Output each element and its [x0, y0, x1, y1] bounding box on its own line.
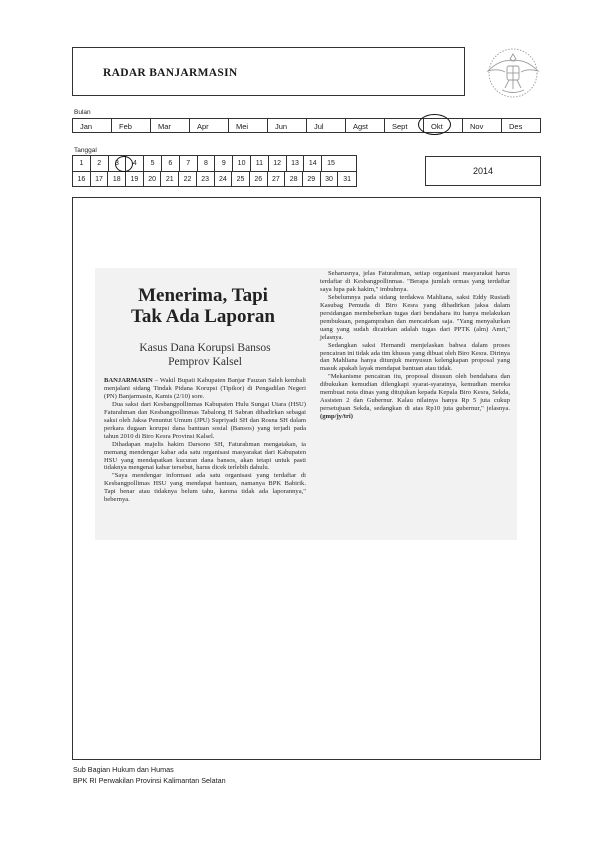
- date-cell: 27: [268, 172, 286, 187]
- selected-date-circle: [115, 156, 133, 172]
- month-cell: Agst: [346, 119, 385, 132]
- month-row: [72, 118, 541, 133]
- article-column-left: [104, 377, 306, 504]
- date-cell: 13: [287, 156, 305, 171]
- date-cell: 30: [321, 172, 339, 187]
- footer-office: BPK RI Perwakilan Provinsi Kalimantan Selatan: [73, 776, 226, 785]
- footer-department: Sub Bagian Hukum dan Humas: [73, 765, 174, 774]
- month-cell: Sept: [385, 119, 424, 132]
- article-signoff: (gmp/jy/tri): [320, 413, 353, 421]
- headline-line: Tak Ada Laporan: [131, 306, 275, 327]
- date-cell: 17: [91, 172, 109, 187]
- date-grid: [72, 155, 357, 187]
- date-cell: 25: [232, 172, 250, 187]
- month-cell: Jun: [268, 119, 307, 132]
- date-cell: 16: [73, 172, 91, 187]
- article-paragraph: "Saya mendengar informasi ada satu organisasi yang terdaftar di Kesbangpollimas HSU yang mendapat bantuan, namanya BPK Babirik. Tapi benar atau tidaknya belum tahu, karena tidak ada laporannya," bebernya.: [104, 472, 306, 504]
- selected-month-circle: [418, 114, 451, 135]
- month-cell: Des: [509, 122, 523, 131]
- date-label: Tanggal: [74, 147, 97, 154]
- date-cell: 14: [304, 156, 322, 171]
- article-paragraph: Dihadapan majelis hakim Darsono SH, Faturahman mengatakan, ia memang mendengar kabar ada satu organisasi masyarakat dari Kabupaten HSU yang mendapatkan kucuran dana bansos, akan tetapi untuk pasti tidaknya mengenai kabar tersebut, harus dicek terlebih dahulu.: [104, 440, 306, 472]
- article-paragraph: Sedangkan saksi Hernandi menjelaskan bahwa dalam proses pencairan ini tidak ada tim khusus yang dibuat oleh Biro Kesra. Dirinya dan Mahliana hanya ditunjuk menyusun kelengkapan proposal yang masuk apakah layak mendapat bantuan atau tidak.: [320, 341, 510, 373]
- date-cell: 6: [162, 156, 180, 171]
- date-cell: 4: [126, 156, 144, 171]
- month-cell: Jul: [307, 119, 346, 132]
- date-cell: 2: [91, 156, 109, 171]
- date-cell-selected: 3: [109, 156, 127, 171]
- date-cell: 21: [161, 172, 179, 187]
- date-cell: 9: [215, 156, 233, 171]
- month-cell: Apr: [190, 119, 229, 132]
- date-cell: 26: [250, 172, 268, 187]
- headline-line: Menerima, Tapi: [138, 285, 268, 306]
- date-cell: 10: [233, 156, 251, 171]
- date-cell: 5: [144, 156, 162, 171]
- date-cell: 23: [197, 172, 215, 187]
- date-row: [73, 172, 356, 187]
- article-paragraph: [320, 373, 510, 421]
- month-cell: Mei: [229, 119, 268, 132]
- article-paragraph: Dua saksi dari Kesbangpollinmas Kabupaten Hulu Sungai Utara (HSU) Faturahman dan Kesbangpollinmas Tabalong H Sabran dihadirkan sebagai saksi oleh Jaksa Penuntut Umum (JPU) Supriyadi SH dan Rosna SH dalam perkara dugaan korupsi dana bantuan sosial (Bansos) yang terjadi pada tahun 2010 di Biro Kesra Provinsi Kalsel.: [104, 400, 306, 440]
- dateline: BANJARMASIN: [104, 377, 153, 384]
- year-box: 2014: [425, 156, 541, 186]
- date-cell: 22: [179, 172, 197, 187]
- date-cell: 19: [126, 172, 144, 187]
- garuda-emblem-icon: [478, 42, 548, 102]
- article-column-right: [320, 270, 510, 421]
- month-cell: Nov: [463, 119, 502, 132]
- date-cell: 24: [215, 172, 233, 187]
- date-cell: 8: [198, 156, 216, 171]
- article-headline: [103, 285, 303, 327]
- date-cell: 31: [343, 176, 352, 183]
- subheadline-line: Kasus Dana Korupsi Bansos: [139, 342, 271, 354]
- month-cell-selected: Okt: [424, 119, 463, 132]
- month-cell: Feb: [112, 119, 151, 132]
- month-label: Bulan: [74, 109, 91, 116]
- date-cell: 11: [251, 156, 269, 171]
- date-cell: 20: [144, 172, 162, 187]
- source-box: [72, 47, 465, 96]
- date-cell: 12: [269, 156, 287, 171]
- newspaper-name: RADAR BANJARMASIN: [103, 67, 238, 79]
- month-cell: Mar: [151, 119, 190, 132]
- date-cell: 18: [108, 172, 126, 187]
- date-cell: 15: [327, 160, 335, 167]
- paragraph-text: "Mekanisme pencairan itu, proposal disusun oleh bendahara dan dibukukan kemudian dilengkapi syarat-syaratnya, kemudian mereka membuat nota dinas yang ditujukan kepada Kepala Biro Kesra, Sekda, Assisten 2 dan Gubernur. Kalau nilainya hanya Rp 5 juta cukup persetujuan Sekda, sedangkan di atas Rp10 juta gubernur," jelasnya.: [320, 373, 510, 413]
- article-subheadline: [105, 341, 305, 369]
- subheadline-line: Pemprov Kalsel: [168, 356, 242, 368]
- date-cell: 7: [180, 156, 198, 171]
- article-paragraph: Sebelumnya pada sidang terdakwa Mahliana, saksi Eddy Rusiadi Kasubag Pemuda di Biro Kesra yang dihadirkan jaksa dalam persidangan membeberkan tugas dari bendahara itu hanya melakukan pembukuan, pengamprahan dan mencairkan saja. "Yang menyalurkan uang yang sudah dicairkan adalah tugas dari PPTK (alm) Amri," jelasnya.: [320, 293, 510, 341]
- date-cell: 28: [285, 172, 303, 187]
- paragraph-text: – Wakil Bupati Kabupaten Banjar Fauzan Saleh kembali menjalani sidang Tindak Pidana Korupsi (Tipikor) di Pengadilan Negeri (PN) Banjarmasin, Kamis (2/10) sore.: [104, 377, 306, 400]
- article-paragraph: Seharusnya, jelas Faturahman, setiap organisasi masyarakat harus terdaftar di Kesbangpollinmas. "Berapa jumlah ormas yang terdaftar saya lupa pak hakim," imbuhnya.: [320, 270, 510, 293]
- month-cell: Jan: [73, 119, 112, 132]
- article-paragraph: [104, 377, 306, 401]
- date-cell: 29: [303, 172, 321, 187]
- date-cell: 1: [73, 156, 91, 171]
